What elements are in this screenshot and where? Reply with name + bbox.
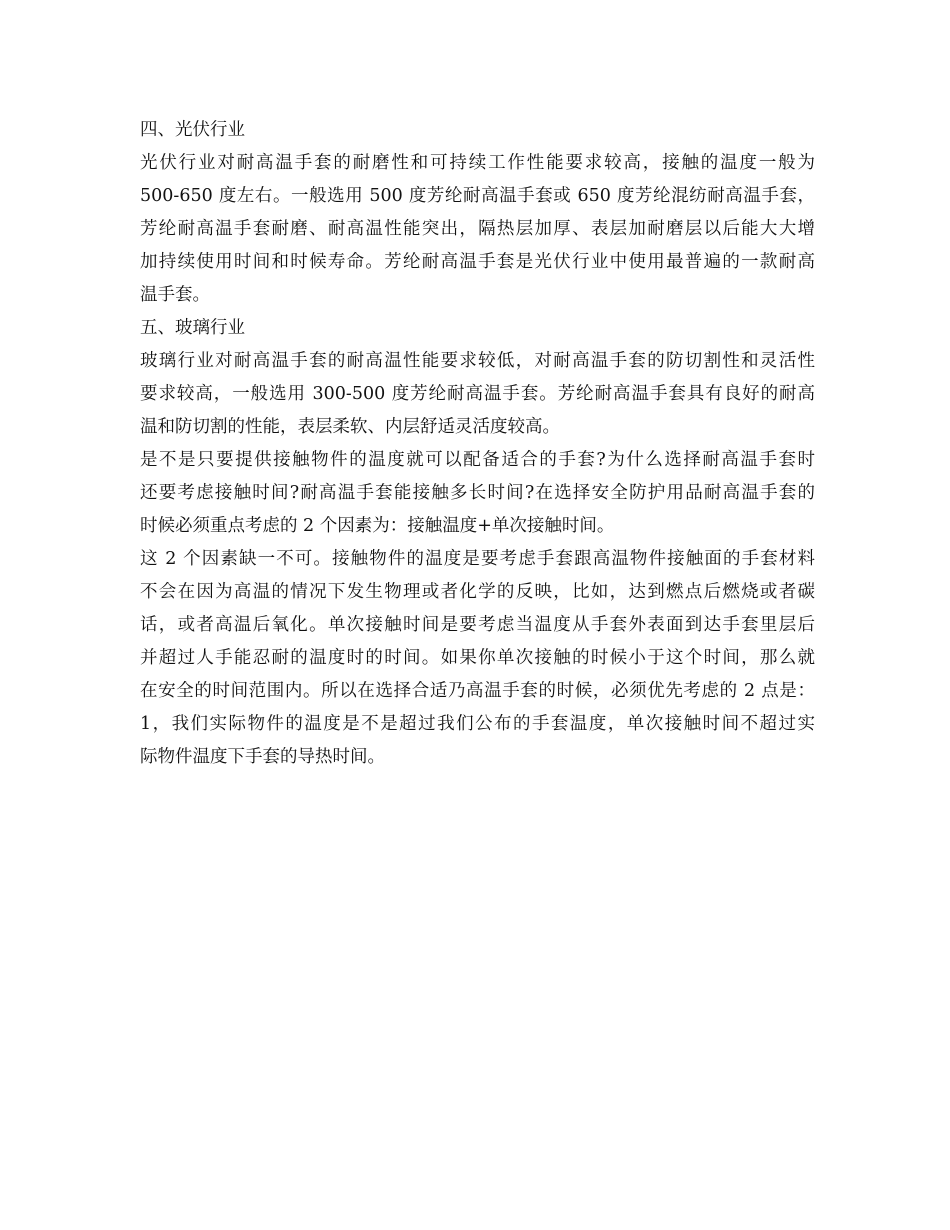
paragraph-line: 是不是只要提供接触物件的温度就可以配备适合的手套?为什么选择耐高温手套时 bbox=[140, 450, 815, 470]
paragraph-line: 要求较高，一般选用 300-500 度芳纶耐高温手套。芳纶耐高温手套具有良好的耐高 bbox=[140, 384, 815, 404]
section-heading-photovoltaic: 四、光伏行业 bbox=[140, 120, 245, 140]
paragraph-line: 温手套。 bbox=[140, 285, 210, 305]
paragraph-line: 500-650 度左右。一般选用 500 度芳纶耐高温手套或 650 度芳纶混纺耐高温手套， bbox=[140, 186, 815, 206]
paragraph-line: 光伏行业对耐高温手套的耐磨性和可持续工作性能要求较高，接触的温度一般为 bbox=[140, 153, 815, 173]
paragraph-line: 际物件温度下手套的导热时间。 bbox=[140, 747, 385, 767]
paragraph-line: 芳纶耐高温手套耐磨、耐高温性能突出，隔热层加厚、表层加耐磨层以后能大大增 bbox=[140, 219, 815, 239]
paragraph-line: 这 2 个因素缺一不可。接触物件的温度是要考虑手套跟高温物件接触面的手套材料 bbox=[140, 549, 815, 569]
paragraph-line: 并超过人手能忍耐的温度时的时间。如果你单次接触的时候小于这个时间，那么就 bbox=[140, 648, 815, 668]
section-heading-glass: 五、玻璃行业 bbox=[140, 318, 245, 338]
paragraph-line: 1，我们实际物件的温度是不是超过我们公布的手套温度，单次接触时间不超过实 bbox=[140, 714, 815, 734]
paragraph-line: 温和防切割的性能，表层柔软、内层舒适灵活度较高。 bbox=[140, 417, 560, 437]
document-body bbox=[140, 114, 815, 774]
paragraph-line: 还要考虑接触时间?耐高温手套能接触多长时间?在选择安全防护用品耐高温手套的 bbox=[140, 483, 815, 503]
paragraph-line: 加持续使用时间和时候寿命。芳纶耐高温手套是光伏行业中使用最普遍的一款耐高 bbox=[140, 252, 815, 272]
paragraph-line: 时候必须重点考虑的 2 个因素为：接触温度+单次接触时间。 bbox=[140, 516, 615, 536]
paragraph-line: 话，或者高温后氧化。单次接触时间是要考虑当温度从手套外表面到达手套里层后 bbox=[140, 615, 815, 635]
paragraph-line: 不会在因为高温的情况下发生物理或者化学的反映，比如，达到燃点后燃烧或者碳 bbox=[140, 582, 815, 602]
paragraph-line: 玻璃行业对耐高温手套的耐高温性能要求较低，对耐高温手套的防切割性和灵活性 bbox=[140, 351, 815, 371]
paragraph-line: 在安全的时间范围内。所以在选择合适乃高温手套的时候，必须优先考虑的 2 点是： bbox=[140, 681, 815, 701]
